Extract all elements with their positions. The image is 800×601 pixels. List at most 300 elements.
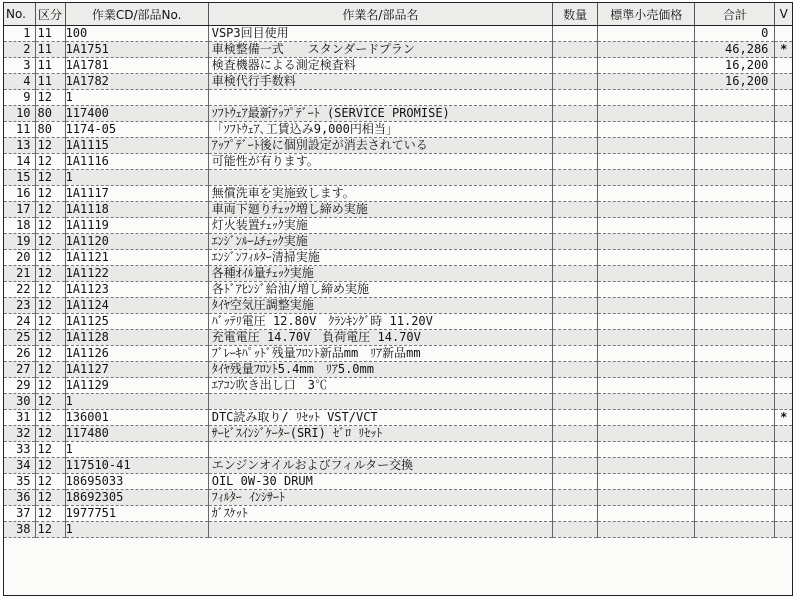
table-row [4,490,792,506]
row-qty [553,346,598,362]
row-code: 1 [65,170,208,186]
row-qty [553,330,598,346]
row-total [695,474,775,490]
row-qty [553,154,598,170]
table-row [4,442,792,458]
row-qty [553,362,598,378]
row-number: 35 [4,474,35,490]
row-kubun: 12 [35,458,65,474]
row-kubun: 12 [35,250,65,266]
row-name: 車検代行手数料 [208,74,552,90]
row-kubun: 11 [35,42,65,58]
row-total [695,442,775,458]
row-name: 各種ｵｲﾙ量ﾁｪｯｸ実施 [208,266,552,282]
row-qty [553,266,598,282]
row-name: ﾊﾞｯﾃﾘ電圧 12.80V ｸﾗﾝｷﾝｸﾞ時 11.20V [208,314,552,330]
row-std-price [598,314,695,330]
row-kubun: 12 [35,138,65,154]
row-code: 1A1116 [65,154,208,170]
table-row [4,74,792,90]
table-row [4,314,792,330]
row-code: 1 [65,522,208,538]
row-number: 36 [4,490,35,506]
row-total: 46,286 [695,42,775,58]
row-qty [553,138,598,154]
row-std-price [598,186,695,202]
row-total [695,410,775,426]
row-number: 10 [4,106,35,122]
row-code: 1A1120 [65,234,208,250]
row-v-mark [775,458,792,474]
row-code: 18692305 [65,490,208,506]
row-v-mark [775,58,792,74]
row-qty [553,506,598,522]
row-total [695,202,775,218]
row-total [695,330,775,346]
row-v-mark [775,266,792,282]
row-kubun: 12 [35,394,65,410]
row-std-price [598,218,695,234]
table-row [4,26,792,42]
table-row [4,218,792,234]
row-name: 車検整備一式 スタンダードプラン [208,42,552,58]
row-code: 117510-41 [65,458,208,474]
row-total [695,426,775,442]
work-items-table [4,3,792,538]
row-total [695,122,775,138]
row-qty [553,58,598,74]
row-number: 17 [4,202,35,218]
row-std-price [598,442,695,458]
row-number: 14 [4,154,35,170]
row-kubun: 12 [35,266,65,282]
row-qty [553,490,598,506]
table-row [4,474,792,490]
table-row [4,138,792,154]
table-row [4,170,792,186]
row-total [695,154,775,170]
row-qty [553,170,598,186]
row-v-mark [775,170,792,186]
row-name: ﾌｨﾙﾀｰ ｲﾝｼｻｰﾄ [208,490,552,506]
row-kubun: 12 [35,410,65,426]
row-std-price [598,458,695,474]
table-row [4,330,792,346]
row-total [695,298,775,314]
row-number: 16 [4,186,35,202]
header-total: 合計 [695,3,775,26]
row-code: 1A1118 [65,202,208,218]
row-std-price [598,58,695,74]
row-name: 可能性が有ります。 [208,154,552,170]
row-name: DTC読み取り/ ﾘｾｯﾄ VST/VCT [208,410,552,426]
row-number: 2 [4,42,35,58]
table-row [4,58,792,74]
row-total [695,234,775,250]
row-total [695,506,775,522]
row-name: 無償洗車を実施致します。 [208,186,552,202]
table-row [4,282,792,298]
row-name: 車両下廻りﾁｪｯｸ増し締め実施 [208,202,552,218]
row-code: 1174-05 [65,122,208,138]
row-qty [553,122,598,138]
row-v-mark [775,330,792,346]
row-kubun: 12 [35,234,65,250]
row-std-price [598,138,695,154]
row-code: 1A1119 [65,218,208,234]
row-v-mark [775,378,792,394]
row-name [208,170,552,186]
row-number: 11 [4,122,35,138]
table-row [4,346,792,362]
row-number: 38 [4,522,35,538]
header-name: 作業名/部品名 [208,3,552,26]
row-name: ﾀｲﾔ空気圧調整実施 [208,298,552,314]
row-kubun: 12 [35,154,65,170]
row-v-mark [775,442,792,458]
header-v: V [775,3,792,26]
row-std-price [598,426,695,442]
row-total [695,378,775,394]
row-kubun: 12 [35,218,65,234]
row-v-mark [775,490,792,506]
row-total [695,522,775,538]
table-row [4,522,792,538]
table-row [4,506,792,522]
row-code: 1A1781 [65,58,208,74]
row-name: ｴﾝｼﾞﾝﾌｨﾙﾀｰ清掃実施 [208,250,552,266]
row-name: ｴｱｺﾝ吹き出し口 3℃ [208,378,552,394]
row-kubun: 80 [35,122,65,138]
row-name: ｻｰﾋﾞｽｲﾝｼﾞｹｰﾀｰ(SRI) ｾﾞﾛ ﾘｾｯﾄ [208,426,552,442]
row-number: 13 [4,138,35,154]
estimate-sheet [3,2,793,596]
row-total: 16,200 [695,58,775,74]
row-code: 1A1126 [65,346,208,362]
row-v-mark [775,474,792,490]
row-v-mark: * [775,410,792,426]
row-total [695,186,775,202]
row-std-price [598,74,695,90]
row-total [695,106,775,122]
row-total [695,394,775,410]
row-v-mark [775,362,792,378]
row-v-mark: * [775,42,792,58]
row-std-price [598,26,695,42]
row-v-mark [775,218,792,234]
row-qty [553,90,598,106]
row-qty [553,26,598,42]
row-std-price [598,154,695,170]
row-code: 1 [65,394,208,410]
table-row [4,394,792,410]
row-name: ｴﾝｼﾞﾝﾙｰﾑﾁｪｯｸ実施 [208,234,552,250]
row-total [695,170,775,186]
row-v-mark [775,74,792,90]
row-v-mark [775,394,792,410]
row-code: 1A1123 [65,282,208,298]
row-v-mark [775,106,792,122]
row-kubun: 12 [35,362,65,378]
table-row [4,90,792,106]
table-row [4,298,792,314]
row-std-price [598,266,695,282]
row-v-mark [775,90,792,106]
header-no: No. [4,3,35,26]
row-qty [553,426,598,442]
row-kubun: 12 [35,330,65,346]
row-number: 31 [4,410,35,426]
row-kubun: 12 [35,506,65,522]
row-qty [553,250,598,266]
row-qty [553,474,598,490]
row-std-price [598,490,695,506]
row-name: 検査機器による測定検査料 [208,58,552,74]
row-std-price [598,234,695,250]
row-code: 100 [65,26,208,42]
row-total [695,282,775,298]
row-code: 117400 [65,106,208,122]
row-v-mark [775,138,792,154]
row-std-price [598,250,695,266]
row-kubun: 12 [35,426,65,442]
table-row [4,426,792,442]
row-code: 1A1127 [65,362,208,378]
row-qty [553,378,598,394]
row-code: 1A1122 [65,266,208,282]
row-v-mark [775,122,792,138]
row-total: 16,200 [695,74,775,90]
row-name: ﾀｲﾔ残量ﾌﾛﾝﾄ5.4mm ﾘｱ5.0mm [208,362,552,378]
row-qty [553,442,598,458]
row-name [208,522,552,538]
row-name: エンジンオイルおよびフィルター交換 [208,458,552,474]
row-number: 37 [4,506,35,522]
row-total [695,90,775,106]
row-std-price [598,474,695,490]
row-number: 34 [4,458,35,474]
row-number: 18 [4,218,35,234]
row-std-price [598,330,695,346]
row-std-price [598,282,695,298]
row-name: 各ﾄﾞｱﾋﾝｼﾞ給油/増し締め実施 [208,282,552,298]
row-code: 1 [65,442,208,458]
table-row [4,378,792,394]
row-number: 24 [4,314,35,330]
header-qty: 数量 [553,3,598,26]
row-std-price [598,506,695,522]
table-body [4,26,792,538]
row-v-mark [775,426,792,442]
row-total [695,218,775,234]
row-v-mark [775,522,792,538]
row-qty [553,522,598,538]
row-total [695,490,775,506]
row-number: 3 [4,58,35,74]
row-std-price [598,298,695,314]
row-total [695,362,775,378]
row-v-mark [775,314,792,330]
table-row [4,42,792,58]
row-code: 1A1129 [65,378,208,394]
row-code: 1 [65,90,208,106]
row-number: 19 [4,234,35,250]
row-kubun: 12 [35,314,65,330]
row-std-price [598,170,695,186]
table-row [4,266,792,282]
row-kubun: 12 [35,298,65,314]
row-number: 26 [4,346,35,362]
table-row [4,186,792,202]
row-code: 1A1125 [65,314,208,330]
row-name: 「ｿﾌﾄｳｪｱ､工賃込み9,000円相当」 [208,122,552,138]
row-name: ｶﾞｽｹｯﾄ [208,506,552,522]
row-std-price [598,122,695,138]
row-qty [553,314,598,330]
row-std-price [598,394,695,410]
row-number: 33 [4,442,35,458]
row-std-price [598,378,695,394]
row-code: 1A1751 [65,42,208,58]
table-row [4,410,792,426]
row-qty [553,394,598,410]
row-number: 23 [4,298,35,314]
row-v-mark [775,234,792,250]
row-std-price [598,106,695,122]
row-kubun: 12 [35,442,65,458]
table-row [4,106,792,122]
row-number: 25 [4,330,35,346]
row-total: 0 [695,26,775,42]
row-std-price [598,90,695,106]
row-qty [553,234,598,250]
row-number: 22 [4,282,35,298]
row-kubun: 12 [35,282,65,298]
row-std-price [598,202,695,218]
row-kubun: 11 [35,74,65,90]
row-kubun: 12 [35,186,65,202]
row-number: 21 [4,266,35,282]
row-std-price [598,346,695,362]
row-code: 1A1124 [65,298,208,314]
row-qty [553,298,598,314]
row-total [695,458,775,474]
row-name: VSP3回目使用 [208,26,552,42]
table-row [4,122,792,138]
row-number: 1 [4,26,35,42]
row-kubun: 12 [35,474,65,490]
row-name: 灯火装置ﾁｪｯｸ実施 [208,218,552,234]
row-v-mark [775,202,792,218]
table-row [4,458,792,474]
row-name: ｱｯﾌﾟﾃﾞｰﾄ後に個別設定が消去されている [208,138,552,154]
row-code: 1977751 [65,506,208,522]
row-name [208,90,552,106]
row-qty [553,42,598,58]
row-std-price [598,410,695,426]
row-kubun: 12 [35,522,65,538]
header-code: 作業CD/部品No. [65,3,208,26]
row-kubun: 80 [35,106,65,122]
row-code: 1A1128 [65,330,208,346]
header-row [4,3,792,26]
row-kubun: 11 [35,26,65,42]
row-code: 1A1121 [65,250,208,266]
row-v-mark [775,282,792,298]
row-qty [553,106,598,122]
row-total [695,266,775,282]
row-kubun: 12 [35,170,65,186]
table-row [4,250,792,266]
row-qty [553,282,598,298]
table-row [4,362,792,378]
row-number: 27 [4,362,35,378]
table-row [4,202,792,218]
row-std-price [598,42,695,58]
row-kubun: 12 [35,378,65,394]
row-kubun: 12 [35,202,65,218]
row-kubun: 11 [35,58,65,74]
table-row [4,154,792,170]
row-v-mark [775,506,792,522]
row-name: ﾌﾞﾚｰｷﾊﾟｯﾄﾞ残量ﾌﾛﾝﾄ新品mm ﾘｱ新品mm [208,346,552,362]
row-std-price [598,362,695,378]
row-name [208,394,552,410]
row-name: OIL 0W-30 DRUM [208,474,552,490]
row-v-mark [775,26,792,42]
row-code: 136001 [65,410,208,426]
header-kubun: 区分 [35,3,65,26]
row-number: 29 [4,378,35,394]
row-code: 1A1115 [65,138,208,154]
row-number: 4 [4,74,35,90]
table-row [4,234,792,250]
row-total [695,138,775,154]
row-kubun: 12 [35,90,65,106]
row-code: 1A1782 [65,74,208,90]
row-v-mark [775,250,792,266]
row-qty [553,202,598,218]
row-name: ｿﾌﾄｳｪｱ最新ｱｯﾌﾟﾃﾞｰﾄ (SERVICE PROMISE) [208,106,552,122]
row-number: 30 [4,394,35,410]
row-code: 18695033 [65,474,208,490]
row-v-mark [775,186,792,202]
row-v-mark [775,346,792,362]
row-kubun: 12 [35,346,65,362]
row-code: 117480 [65,426,208,442]
row-qty [553,218,598,234]
row-total [695,314,775,330]
row-total [695,250,775,266]
header-std-price: 標準小売価格 [598,3,695,26]
row-number: 9 [4,90,35,106]
row-qty [553,410,598,426]
row-number: 32 [4,426,35,442]
row-number: 15 [4,170,35,186]
row-name: 充電電圧 14.70V 負荷電圧 14.70V [208,330,552,346]
row-std-price [598,522,695,538]
row-code: 1A1117 [65,186,208,202]
row-number: 20 [4,250,35,266]
row-v-mark [775,298,792,314]
row-v-mark [775,154,792,170]
row-qty [553,74,598,90]
row-qty [553,186,598,202]
row-kubun: 12 [35,490,65,506]
row-total [695,346,775,362]
row-name [208,442,552,458]
row-qty [553,458,598,474]
